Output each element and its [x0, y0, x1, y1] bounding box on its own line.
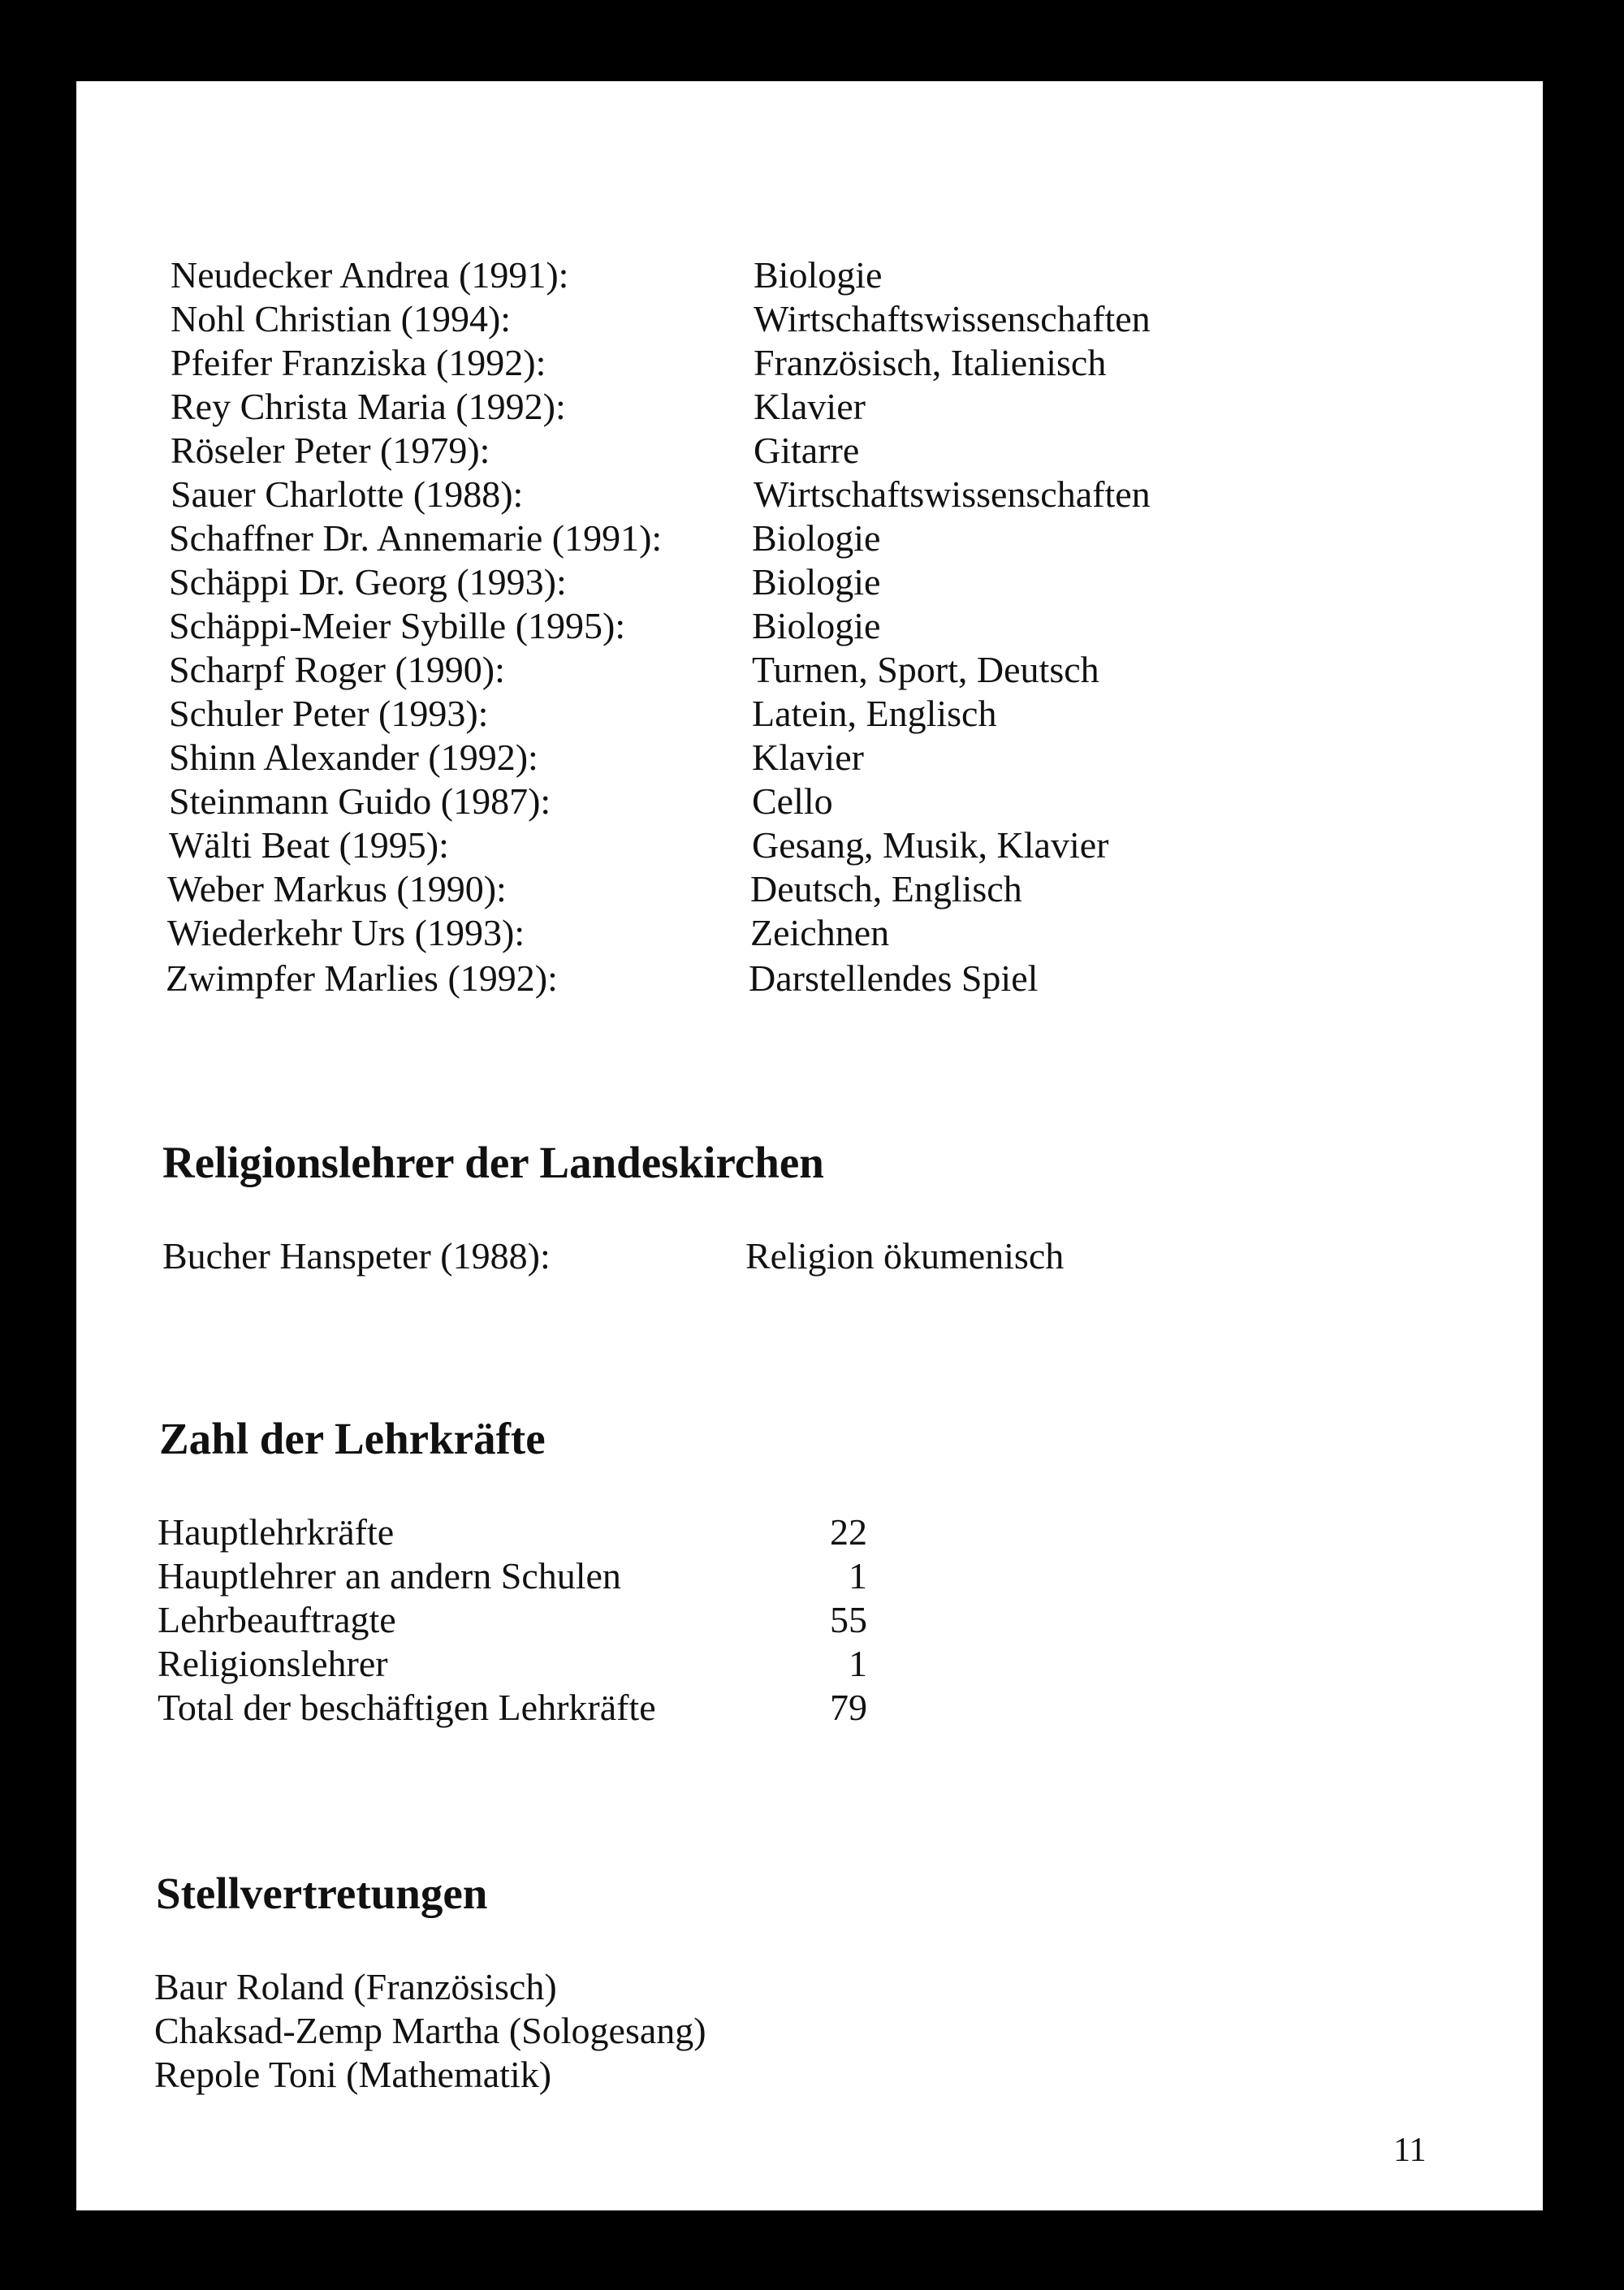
teacher-subject: Klavier — [752, 737, 864, 778]
count-value: 1 — [849, 1555, 867, 1597]
count-label: Hauptlehrkräfte — [158, 1511, 395, 1553]
teacher-name: Neudecker Andrea (1991): — [171, 254, 569, 296]
teacher-name: Schäppi-Meier Sybille (1995): — [169, 605, 626, 646]
teacher-subject: Zeichnen — [750, 912, 890, 953]
teacher-subject: Biologie — [754, 254, 883, 296]
count-value: 22 — [830, 1511, 867, 1553]
count-label: Religionslehrer — [158, 1643, 388, 1684]
teacher-name: Rey Christa Maria (1992): — [171, 386, 566, 427]
religion-teacher-subject: Religion ökumenisch — [745, 1235, 1065, 1277]
teacher-subject: Biologie — [752, 605, 881, 646]
teacher-subject: Latein, Englisch — [752, 693, 997, 734]
teacher-subject: Biologie — [752, 561, 881, 603]
count-value: 1 — [849, 1643, 867, 1684]
teacher-name: Nohl Christian (1994): — [171, 298, 512, 339]
page-number: 11 — [1393, 2132, 1427, 2169]
count-label: Lehrbeauftragte — [158, 1599, 396, 1640]
teacher-name: Steinmann Guido (1987): — [169, 780, 551, 822]
count-label: Hauptlehrer an andern Schulen — [158, 1555, 621, 1597]
counts-heading: Zahl der Lehrkräfte — [159, 1414, 546, 1463]
teacher-name: Schaffner Dr. Annemarie (1991): — [169, 517, 663, 559]
teacher-name: Röseler Peter (1979): — [171, 430, 490, 471]
teacher-name: Scharpf Roger (1990): — [169, 649, 505, 690]
substitutes-heading: Stellvertretungen — [156, 1869, 488, 1918]
teacher-name: Pfeifer Franziska (1992): — [171, 342, 546, 383]
teacher-name: Shinn Alexander (1992): — [169, 737, 538, 778]
teacher-subject: Cello — [752, 780, 833, 822]
teacher-subject: Französisch, Italienisch — [754, 342, 1107, 383]
count-label: Total der beschäftigen Lehrkräfte — [158, 1687, 656, 1728]
religion-heading: Religionslehrer der Landeskirchen — [162, 1138, 824, 1187]
teacher-subject: Deutsch, Englisch — [750, 868, 1022, 910]
substitute-item: Baur Roland (Französisch) — [154, 1966, 557, 2007]
teacher-subject: Turnen, Sport, Deutsch — [752, 649, 1099, 690]
teacher-subject: Wirtschaftswissenschaften — [754, 298, 1151, 339]
count-value: 79 — [830, 1687, 867, 1728]
teacher-name: Zwimpfer Marlies (1992): — [166, 957, 558, 999]
religion-teacher-name: Bucher Hanspeter (1988): — [162, 1235, 551, 1277]
teacher-name: Schuler Peter (1993): — [169, 693, 489, 734]
document-page — [76, 81, 1543, 2210]
teacher-subject: Wirtschaftswissenschaften — [754, 473, 1151, 515]
teacher-subject: Gitarre — [754, 430, 860, 471]
teacher-name: Schäppi Dr. Georg (1993): — [169, 561, 567, 603]
substitute-item: Chaksad-Zemp Martha (Sologesang) — [154, 2010, 706, 2051]
teacher-name: Wälti Beat (1995): — [169, 824, 449, 866]
count-value: 55 — [830, 1599, 867, 1640]
teacher-name: Sauer Charlotte (1988): — [171, 473, 524, 515]
teacher-name: Wiederkehr Urs (1993): — [167, 912, 525, 953]
substitute-item: Repole Toni (Mathematik) — [154, 2054, 552, 2095]
teacher-subject: Klavier — [754, 386, 866, 427]
teacher-subject: Biologie — [752, 517, 881, 559]
teacher-subject: Gesang, Musik, Klavier — [752, 824, 1109, 866]
teacher-subject: Darstellendes Spiel — [749, 957, 1039, 999]
teacher-name: Weber Markus (1990): — [167, 868, 507, 910]
